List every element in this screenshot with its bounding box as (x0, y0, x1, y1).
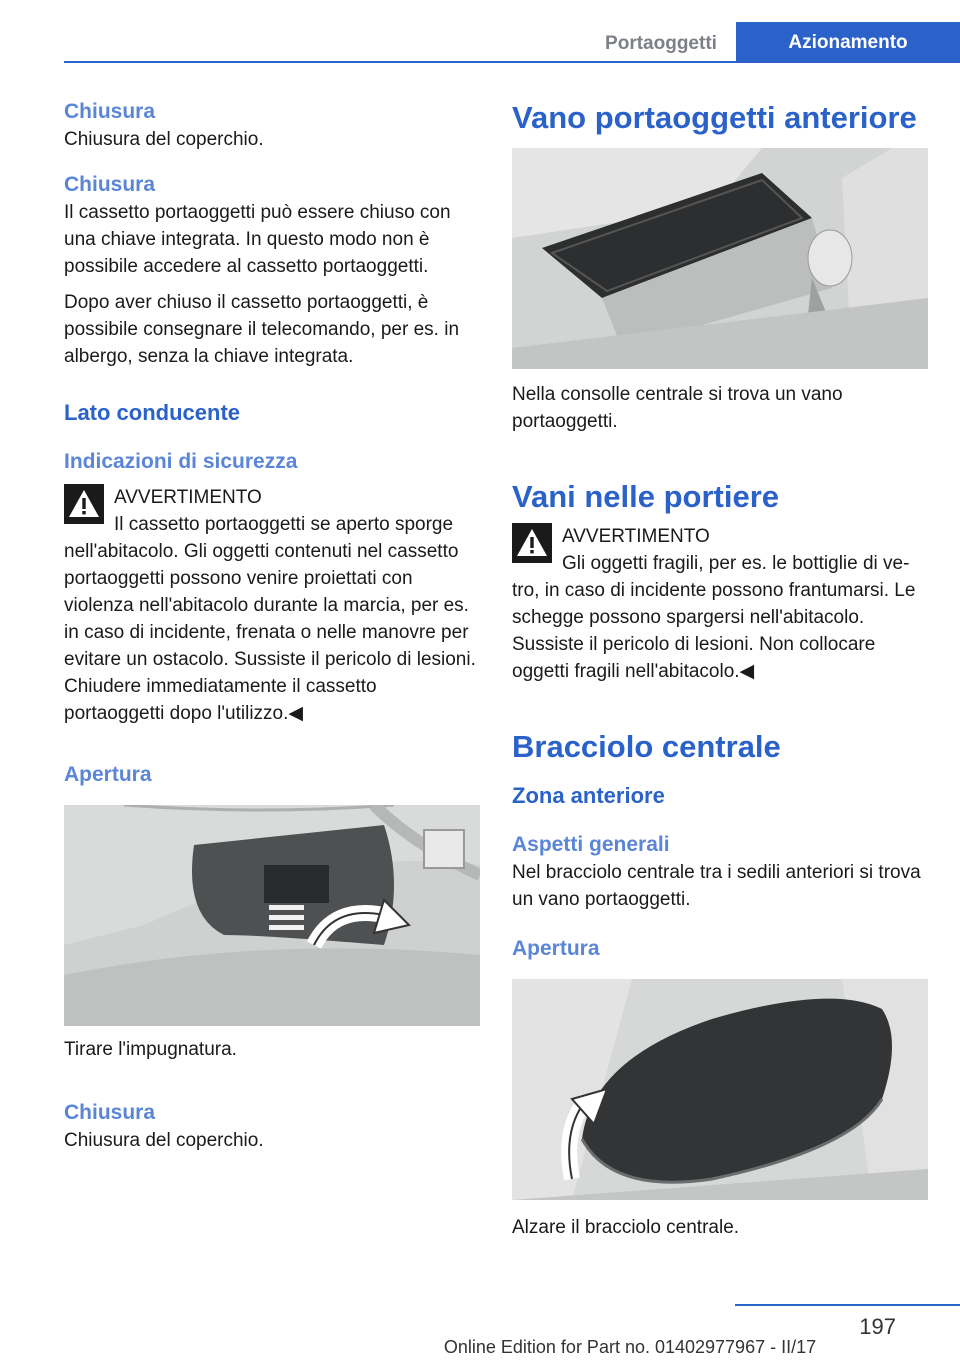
warning-text: nell'abitacolo. Gli oggetti contenuti nel cassetto portaoggetti possono venire proiettati con violenza nell'abitacolo durante la marcia, per es. in caso di incidente, frenata o nelle manovre per evitare un ostacolo. Sussiste il pericolo di lesioni. Chiudere immediatamente il cassetto portaoggetti dopo l'utilizzo.◀ (64, 541, 476, 724)
heading-vano-portaoggetti-anteriore: Vano portaoggetti anteriore (512, 100, 917, 135)
warning-title: AVVERTIMENTO (562, 526, 710, 547)
heading-apertura-1: Apertura (64, 763, 152, 786)
center-console-storage-image (512, 148, 928, 369)
heading-bracciolo-centrale: Bracciolo centrale (512, 729, 781, 764)
heading-aspetti-generali: Aspetti generali (512, 833, 670, 856)
caption-pull-handle: Tirare l'impugnatura. (64, 1039, 237, 1060)
warning-triangle-icon (64, 484, 104, 524)
heading-zona-anteriore: Zona anteriore (512, 783, 665, 808)
heading-chiusura-2: Chiusura (64, 173, 156, 196)
heading-lato-conducente: Lato conducente (64, 400, 241, 425)
caption-console-storage: Nella consolle centrale si trova un vano portaoggetti. (512, 384, 843, 432)
header-rule (64, 61, 960, 63)
paragraph-close-lid-2: Chiusura del coperchio. (64, 1130, 264, 1151)
paragraph-close-lid-1: Chiusura del coperchio. (64, 129, 264, 150)
warning-block-door-pockets (512, 523, 928, 685)
heading-vani-nelle-portiere: Vani nelle portiere (512, 479, 780, 514)
paragraph-armrest-storage: Nel bracciolo centrale tra i sedili anteriori si trova un vano portaoggetti. (512, 862, 921, 910)
heading-chiusura-3: Chiusura (64, 1101, 156, 1124)
right-column (512, 98, 928, 1241)
header-section-tab: Portaoggetti (605, 33, 717, 54)
glovebox-handle-image (64, 805, 480, 1026)
footer-rule (735, 1304, 960, 1306)
warning-title: AVVERTIMENTO (114, 487, 262, 508)
armrest-open-image (512, 979, 928, 1200)
warning-text-first-line: Gli oggetti fragili, per es. le bottiglie di ve- (562, 553, 910, 574)
footer-edition: Online Edition for Part no. 01402977967 - II/17 (443, 1337, 817, 1357)
left-column (64, 98, 480, 1154)
warning-text: tro, in caso di incidente possono frantumarsi. Le schegge possono spargersi nell'abitacolo. Sussiste il pericolo di lesioni. Non collocare oggetti fragili nell'abitacolo.◀ (512, 580, 916, 682)
heading-chiusura-1: Chiusura (64, 100, 156, 123)
paragraph-hand-over-remote: Dopo aver chiuso il cassetto portaoggetti, è possibile consegnare il telecomando, per es. in albergo, senza la chiave integrata. (64, 292, 460, 367)
heading-indicazioni-sicurezza: Indicazioni di sicurezza (64, 450, 298, 473)
paragraph-lock-key: Il cassetto portaoggetti può essere chiuso con una chiave integrata. In questo modo non è possibile accedere al cassetto portaoggetti. (64, 202, 451, 277)
warning-block-glovebox (64, 484, 480, 727)
warning-text-first-line: Il cassetto portaoggetti se aperto sporge (114, 514, 454, 535)
heading-apertura-2: Apertura (512, 937, 600, 960)
header-chapter-tab: Azionamento (736, 22, 960, 63)
caption-lift-armrest: Alzare il bracciolo centrale. (512, 1217, 740, 1238)
warning-triangle-icon (512, 523, 552, 563)
page-number: 197 (859, 1314, 896, 1339)
